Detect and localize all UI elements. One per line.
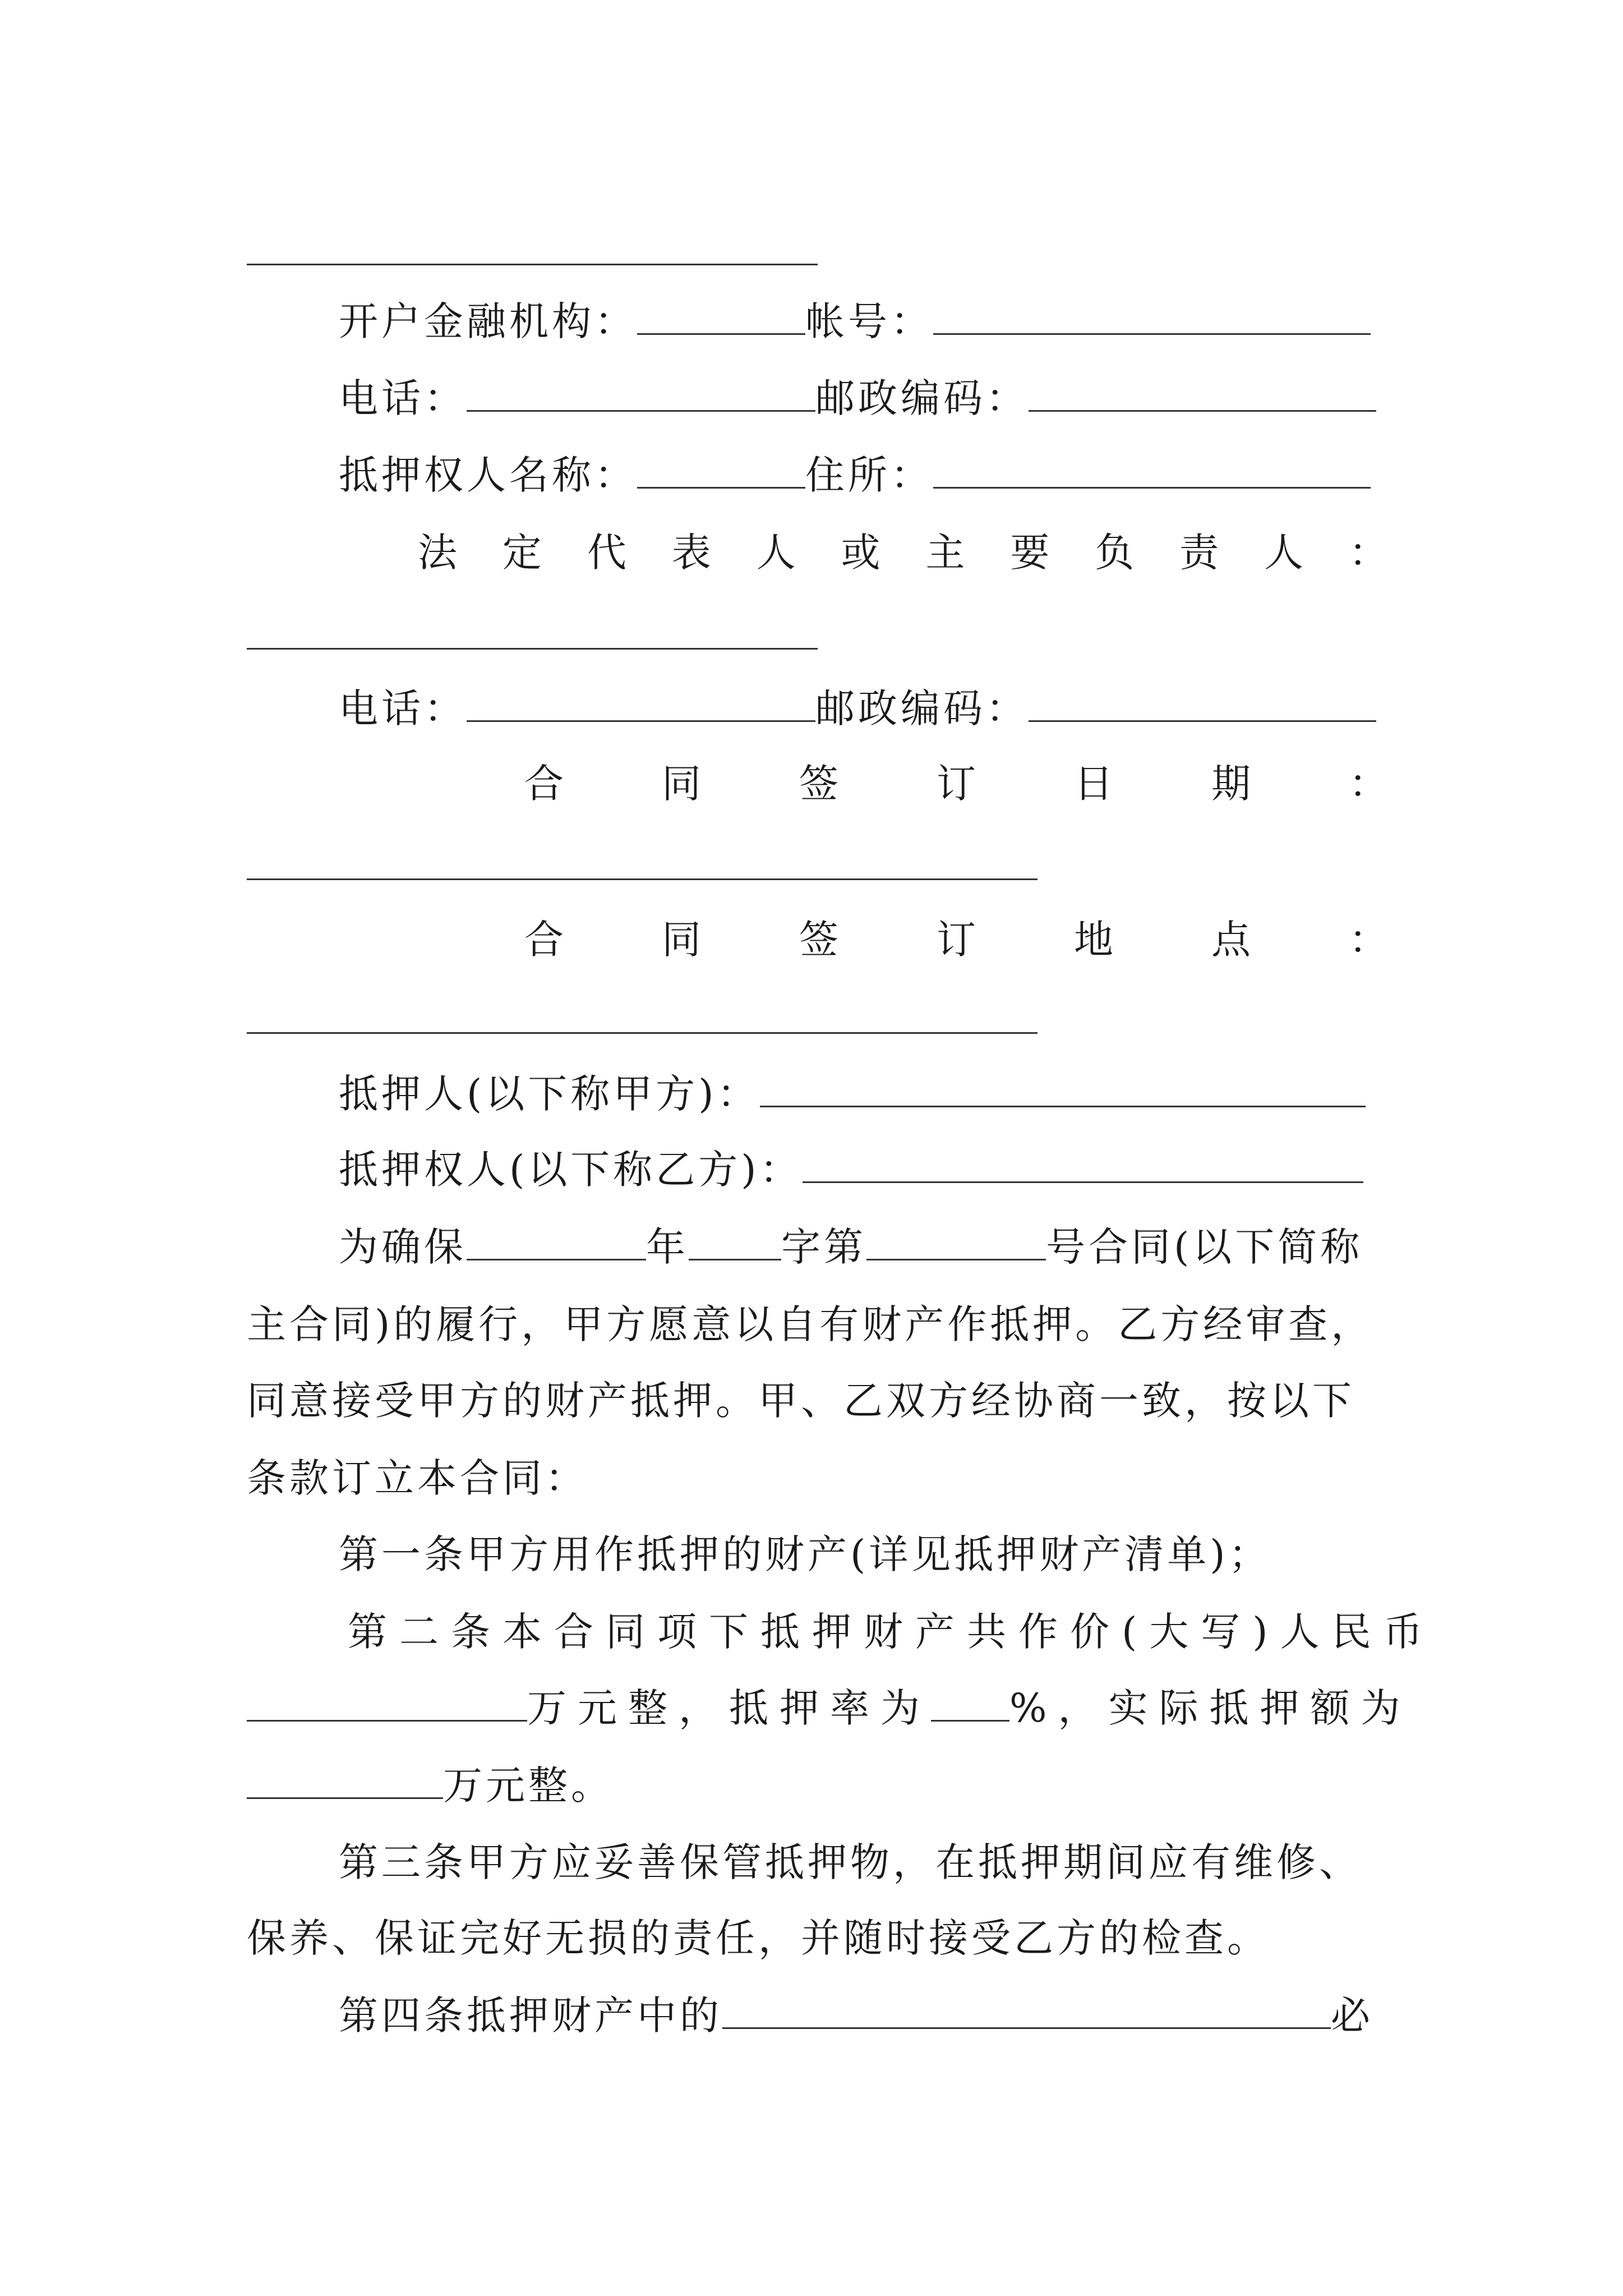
phone-postcode-line-1 <box>339 373 1376 424</box>
party-a-blank <box>760 1069 1366 1107</box>
article-3-line-2 <box>247 1913 1270 1963</box>
party-a-label: 抵押人(以下称甲方)： <box>339 1071 760 1117</box>
party-b-line <box>339 1144 1363 1195</box>
preamble-text: 为确保 <box>339 1224 467 1270</box>
top-blank-line <box>247 264 818 265</box>
sign-place-line <box>524 914 1388 965</box>
article-3-text: 第三条甲方应妥善保管抵押物，在抵押期间应有维修、 <box>339 1839 1362 1885</box>
legal-rep-char: 定 <box>502 530 542 576</box>
valuation-blank <box>247 1683 527 1722</box>
party-b-label: 抵押权人(以下称乙方)： <box>339 1147 803 1193</box>
number-blank <box>866 1222 1046 1260</box>
phone-label: 电话： <box>339 685 467 731</box>
legal-rep-char: 表 <box>671 530 711 576</box>
legal-rep-char: 法 <box>418 530 457 576</box>
sign-place-char: 订 <box>937 917 976 963</box>
phone-blank <box>467 683 815 722</box>
phone-postcode-line-2 <box>339 683 1376 734</box>
article-4-blank <box>722 1990 1331 2029</box>
sign-place-char: 同 <box>662 917 701 963</box>
sign-date-blank-line <box>247 878 1038 880</box>
article-2-text: 万元整，抵押率为 <box>527 1685 931 1731</box>
sign-date-char: 同 <box>662 761 701 807</box>
legal-rep-char: 负 <box>1095 530 1135 576</box>
sign-place-char: 签 <box>799 917 838 963</box>
sign-date-char: 订 <box>937 761 976 807</box>
postcode-label: 邮政编码： <box>815 685 1029 731</box>
article-1-text: 第一条甲方用作抵押的财产(详见抵押财产清单)； <box>339 1531 1271 1577</box>
bank-blank <box>637 296 805 335</box>
article-4-line-1 <box>339 1990 1373 2041</box>
preamble-line-3 <box>247 1375 1355 1426</box>
mortgagee-name-blank <box>637 450 805 489</box>
mortgagee-name-address-line <box>339 450 1371 500</box>
postcode-blank <box>1029 683 1376 722</box>
legal-representative-line <box>418 527 1388 578</box>
sign-place-char: ： <box>1349 917 1388 963</box>
preamble-line-2 <box>247 1299 1373 1350</box>
legal-rep-char: 主 <box>925 530 965 576</box>
article-2-text: 第二条本合同项下抵押财产共作价(大写)人民币 <box>348 1609 1435 1655</box>
preamble-text: 同意接受甲方的财产抵押。甲、乙双方经协商一致，按以下 <box>247 1378 1355 1424</box>
sign-place-char: 地 <box>1074 917 1113 963</box>
article-3-text: 保养、保证完好无损的责任，并随时接受乙方的检查。 <box>247 1915 1270 1961</box>
sign-date-line <box>524 758 1388 809</box>
year-blank <box>467 1222 646 1260</box>
legal-rep-char: 要 <box>1010 530 1050 576</box>
bank-account-line <box>339 296 1371 347</box>
mortgagee-name-label: 抵押权人名称： <box>339 452 637 498</box>
sign-date-char: 期 <box>1211 761 1251 807</box>
mortgage-rate-blank <box>931 1683 1009 1722</box>
sign-place-blank-line <box>247 1032 1038 1034</box>
legal-rep-char: 人 <box>756 530 796 576</box>
sign-place-char: 点 <box>1211 917 1251 963</box>
account-blank <box>933 296 1371 335</box>
sign-date-char: 签 <box>799 761 838 807</box>
article-2-line-3 <box>247 1760 614 1811</box>
char-blank <box>689 1222 781 1260</box>
legal-rep-char: 责 <box>1179 530 1219 576</box>
legal-rep-char: 代 <box>587 530 626 576</box>
article-1 <box>339 1529 1271 1580</box>
article-2-line-1 <box>348 1607 1435 1657</box>
article-2-text: %，实际抵押额为 <box>1009 1685 1412 1731</box>
legal-rep-char: 人 <box>1264 530 1304 576</box>
preamble-line-1 <box>339 1222 1363 1272</box>
postcode-label: 邮政编码： <box>815 375 1029 421</box>
article-2-line-2 <box>247 1683 1412 1733</box>
preamble-text: 主合同)的履行，甲方愿意以自有财产作抵押。乙方经审查， <box>247 1301 1374 1347</box>
party-b-blank <box>803 1144 1363 1183</box>
article-3-line-1 <box>339 1837 1362 1888</box>
article-4-text: 必 <box>1331 1993 1373 2039</box>
sign-date-char: ： <box>1349 761 1388 807</box>
legal-rep-char: 或 <box>841 530 880 576</box>
bank-label: 开户金融机构： <box>339 298 637 344</box>
party-a-line <box>339 1069 1366 1119</box>
preamble-text: 号合同(以下简称 <box>1046 1224 1363 1270</box>
preamble-text: 年 <box>646 1224 689 1270</box>
sign-date-char: 合 <box>524 761 564 807</box>
preamble-text: 条款订立本合同： <box>247 1455 588 1501</box>
mortgagee-address-label: 住所： <box>805 452 933 498</box>
sign-date-char: 日 <box>1074 761 1113 807</box>
phone-label: 电话： <box>339 375 467 421</box>
legal-rep-blank-line <box>247 648 818 650</box>
mortgagee-address-blank <box>933 450 1371 489</box>
article-2-text: 万元整。 <box>443 1763 614 1809</box>
phone-blank <box>467 373 815 412</box>
account-label: 帐号： <box>805 298 933 344</box>
article-4-text: 第四条抵押财产中的 <box>339 1993 722 2039</box>
postcode-blank <box>1029 373 1376 412</box>
legal-rep-char: ： <box>1348 530 1388 576</box>
actual-amount-blank <box>247 1760 443 1799</box>
sign-place-char: 合 <box>524 917 564 963</box>
preamble-line-4 <box>247 1453 588 1503</box>
preamble-text: 字第 <box>781 1224 866 1270</box>
